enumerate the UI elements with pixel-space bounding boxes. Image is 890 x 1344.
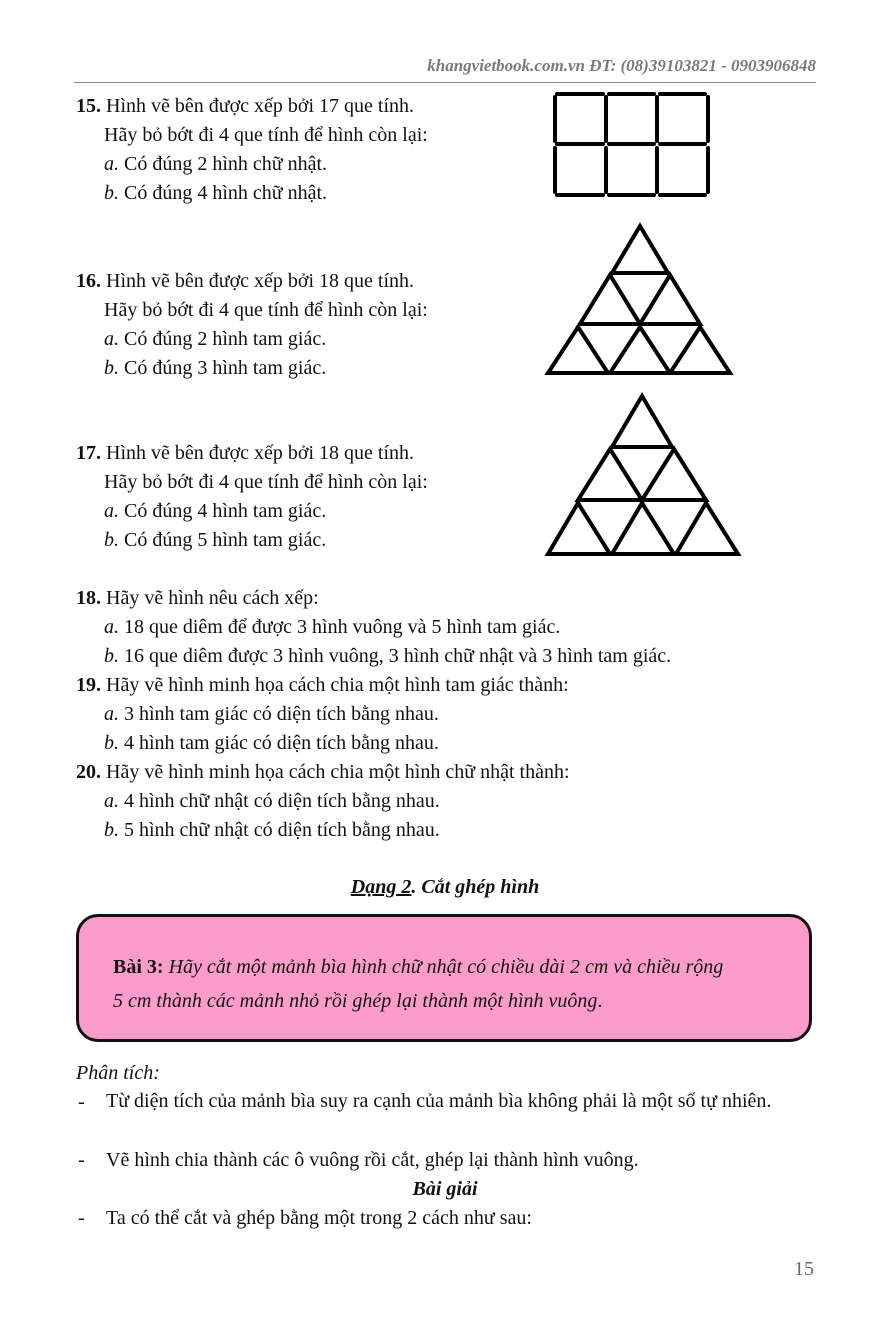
- exercise-label: Bài 3: [113, 956, 157, 978]
- item-letter: b.: [104, 182, 119, 204]
- problem-number: 18.: [76, 587, 101, 609]
- item-text: 4 hình chữ nhật có diện tích bằng nhau.: [119, 790, 440, 812]
- matchstick-figures: [0, 0, 890, 600]
- matchstick-rectangles-figure: [555, 94, 708, 195]
- problem-number: 15.: [76, 95, 101, 117]
- page-number: 15: [794, 1258, 814, 1280]
- bullet-dash: -: [78, 1149, 85, 1171]
- exercise-colon: :: [156, 956, 169, 978]
- problem-number: 20.: [76, 761, 101, 783]
- section-heading-underlined: Dạng 2: [350, 876, 412, 898]
- item-letter: b.: [104, 645, 119, 667]
- section-heading: [0, 876, 890, 899]
- exercise-box: [76, 914, 812, 1042]
- item-letter: a.: [104, 328, 119, 350]
- item-text: 3 hình tam giác có diện tích bằng nhau.: [119, 703, 439, 725]
- item-letter: a.: [104, 153, 119, 175]
- item-text: 5 hình chữ nhật có diện tích bằng nhau.: [119, 819, 440, 841]
- item-letter: a.: [104, 703, 119, 725]
- problem-19-item-b: [104, 731, 439, 755]
- analysis-bullet-2: Vẽ hình chia thành các ô vuông rồi cắt, ghép lại thành hình vuông.: [106, 1149, 639, 1171]
- exercise-period: .: [597, 990, 603, 1012]
- problem-text: Hãy bỏ bớt đi 4 que tính để hình còn lại:: [104, 124, 428, 146]
- problem-18-item-b: [104, 644, 671, 668]
- item-letter: b.: [104, 529, 119, 551]
- problem-19-item-a: [104, 702, 439, 726]
- item-letter: b.: [104, 357, 119, 379]
- item-text: 16 que diêm được 3 hình vuông, 3 hình chữ nhật và 3 hình tam giác.: [119, 645, 672, 667]
- problem-text: Hãy vẽ hình nêu cách xếp:: [106, 587, 319, 609]
- item-letter: a.: [104, 790, 119, 812]
- bullet-dash: -: [78, 1207, 85, 1229]
- exercise-text: Hãy cắt một mảnh bìa hình chữ nhật có chiều dài 2 cm và chiều rộng: [168, 956, 724, 978]
- problem-number: 16.: [76, 270, 101, 292]
- item-text: Có đúng 2 hình chữ nhật.: [119, 153, 328, 175]
- problem-18-item-a: [104, 615, 560, 639]
- problem-text: Hãy bỏ bớt đi 4 que tính để hình còn lại:: [104, 299, 428, 321]
- problem-20-item-a: [104, 789, 440, 813]
- exercise-text: 5 cm thành các mảnh nhỏ rồi ghép lại thành một hình vuông: [113, 990, 598, 1012]
- item-text: Có đúng 5 hình tam giác.: [119, 529, 327, 551]
- problem-number: 19.: [76, 674, 101, 696]
- problem-20-line-1: [76, 760, 570, 784]
- problem-text: Hãy bỏ bớt đi 4 que tính để hình còn lại:: [104, 471, 428, 493]
- matchstick-triangle-figure-16: [548, 226, 730, 373]
- problem-text: Hãy vẽ hình minh họa cách chia một hình tam giác thành:: [106, 674, 569, 696]
- problem-text: Hình vẽ bên được xếp bởi 18 que tính.: [106, 442, 415, 464]
- exercise-line-1: [113, 955, 723, 979]
- header-text: khangvietbook.com.vn ĐT: (08)39103821 - 0903906848: [427, 56, 816, 75]
- problem-19-line-1: [76, 673, 569, 697]
- item-letter: b.: [104, 819, 119, 841]
- item-text: 18 que diêm để được 3 hình vuông và 5 hình tam giác.: [119, 616, 561, 638]
- item-letter: b.: [104, 732, 119, 754]
- problem-20-item-b: [104, 818, 440, 842]
- solution-bullet-1: Ta có thể cắt và ghép bằng một trong 2 cách như sau:: [106, 1207, 532, 1229]
- problem-text: Hãy vẽ hình minh họa cách chia một hình chữ nhật thành:: [106, 761, 570, 783]
- problem-number: 17.: [76, 442, 101, 464]
- analysis-bullet-1: Từ diện tích của mảnh bìa suy ra cạnh của mảnh bìa không phải là một số tự nhiên.: [106, 1090, 772, 1112]
- problem-text: Hình vẽ bên được xếp bởi 17 que tính.: [106, 95, 415, 117]
- item-text: Có đúng 3 hình tam giác.: [119, 357, 327, 379]
- item-text: Có đúng 4 hình tam giác.: [119, 500, 327, 522]
- item-text: Có đúng 2 hình tam giác.: [119, 328, 327, 350]
- item-letter: a.: [104, 500, 119, 522]
- analysis-title: Phân tích:: [76, 1062, 160, 1084]
- item-text: Có đúng 4 hình chữ nhật.: [119, 182, 328, 204]
- item-letter: a.: [104, 616, 119, 638]
- item-text: 4 hình tam giác có diện tích bằng nhau.: [119, 732, 439, 754]
- exercise-line-2: [113, 989, 602, 1013]
- bullet-dash: -: [78, 1091, 85, 1113]
- problem-text: Hình vẽ bên được xếp bởi 18 que tính.: [106, 270, 415, 292]
- matchstick-triangle-figure-17: [548, 396, 738, 554]
- section-heading-rest: . Cắt ghép hình: [411, 876, 540, 898]
- solution-title: Bài giải: [412, 1178, 478, 1200]
